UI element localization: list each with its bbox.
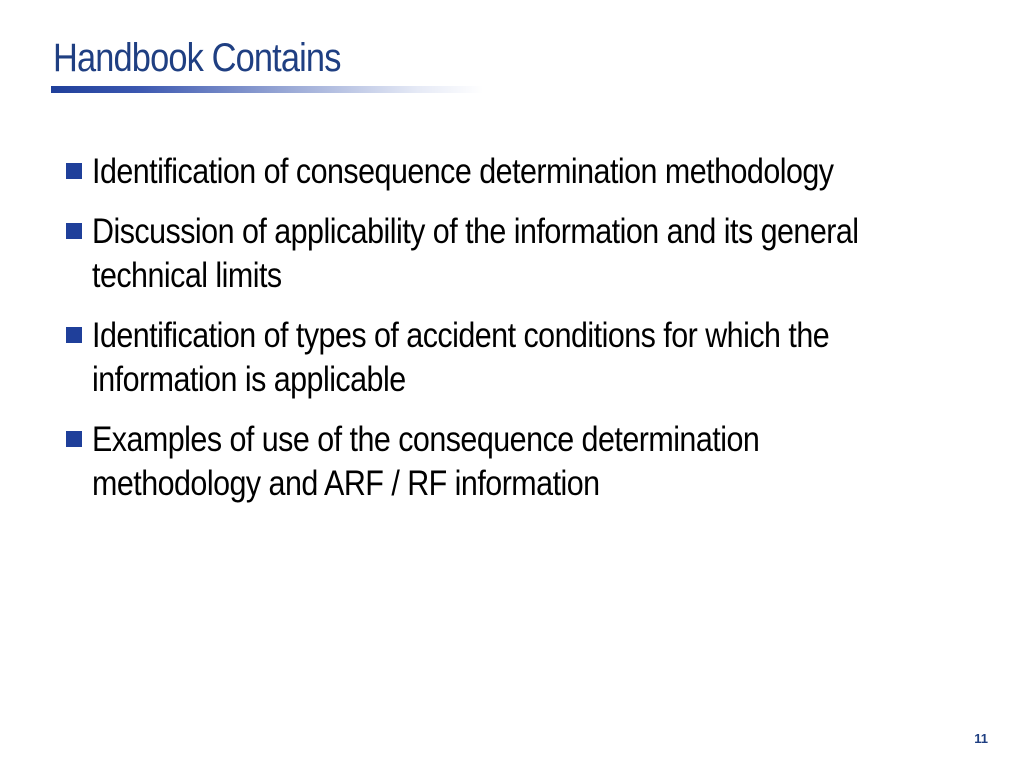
bullet-text: Discussion of applicability of the information and its general technical limits [92, 212, 859, 295]
square-bullet-icon [66, 163, 82, 179]
bullet-text: Identification of consequence determination methodology [92, 152, 834, 191]
list-item [62, 210, 962, 298]
page-number: 11 [974, 731, 988, 746]
bullet-text: Examples of use of the consequence determination methodology and ARF / RF information [92, 420, 760, 503]
square-bullet-icon [66, 223, 82, 239]
list-item [62, 150, 962, 194]
square-bullet-icon [66, 327, 82, 343]
bullet-text: Identification of types of accident conditions for which the information is applicable [92, 316, 830, 399]
square-bullet-icon [66, 431, 82, 447]
list-item [62, 314, 962, 402]
bullet-list [62, 150, 962, 522]
title-underline-rule [51, 86, 483, 93]
list-item [62, 418, 962, 506]
slide-title: Handbook Contains [53, 36, 341, 80]
